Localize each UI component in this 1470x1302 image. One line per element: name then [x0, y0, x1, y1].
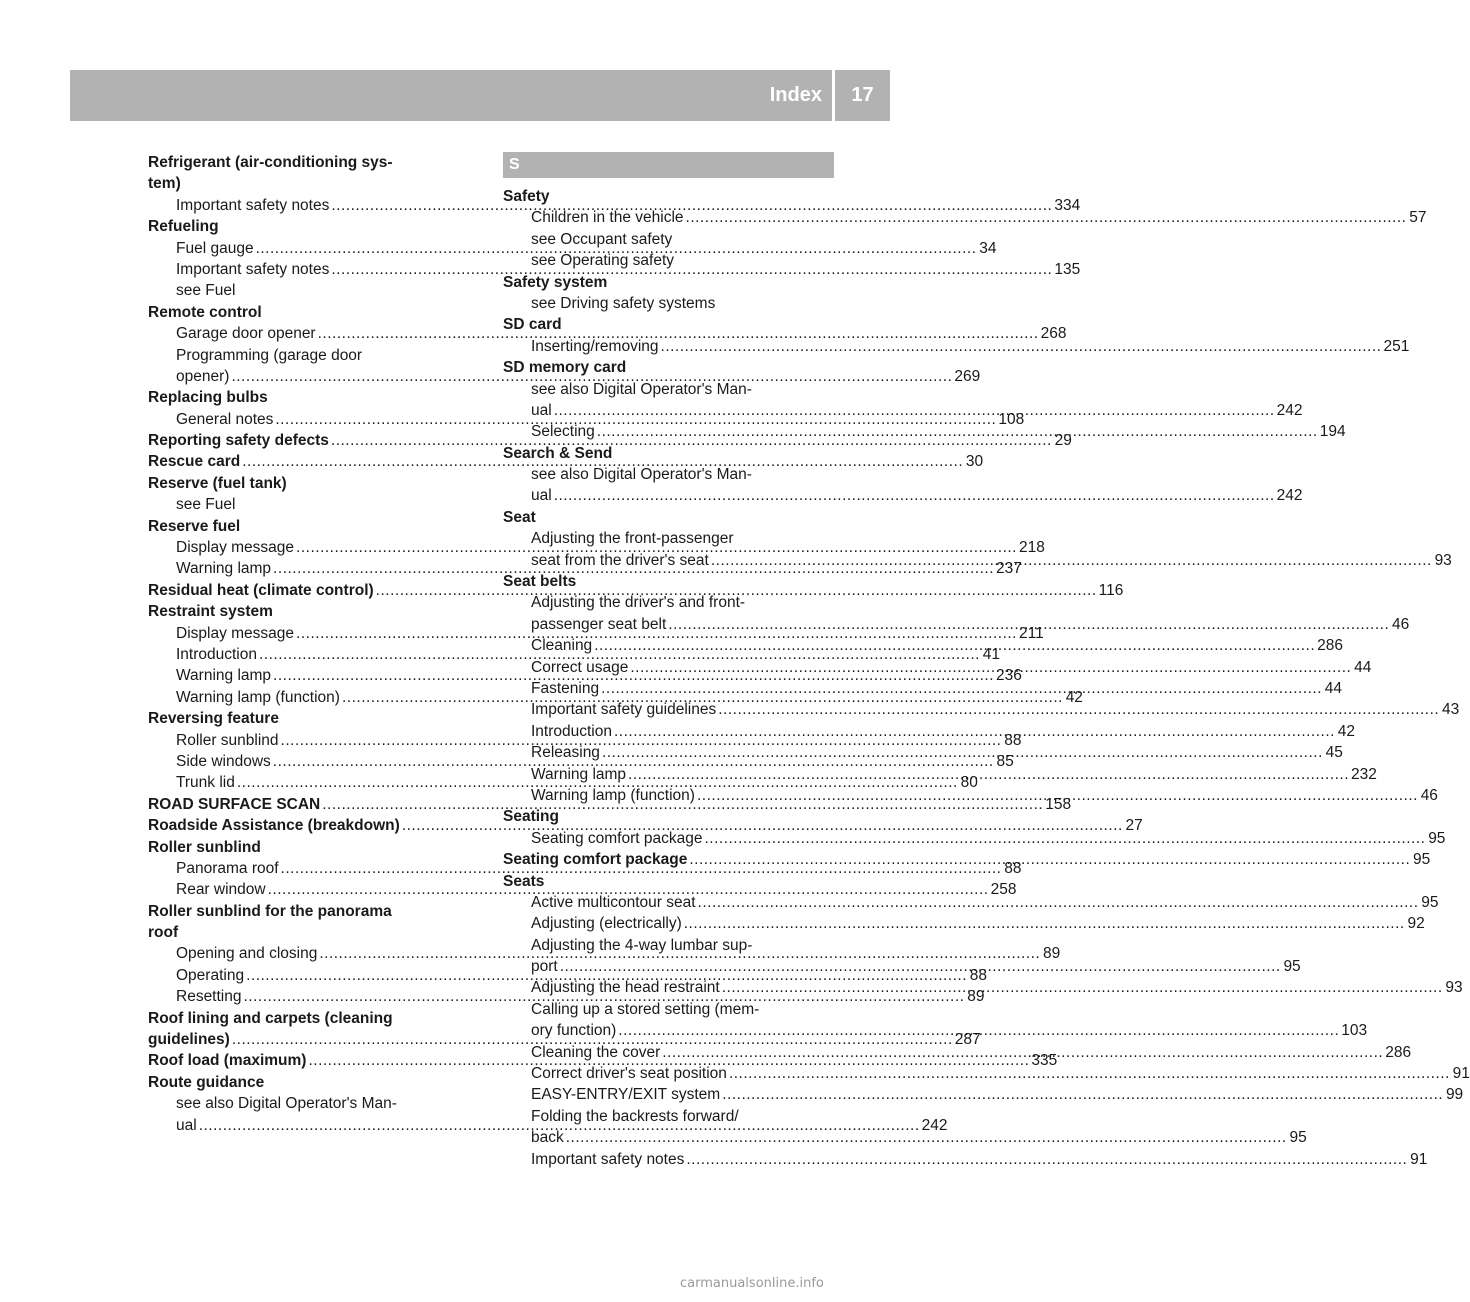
- page-ref: 334: [1054, 196, 1081, 214]
- dot-leader: [601, 678, 1322, 699]
- dot-leader: [684, 913, 1405, 934]
- index-entry: [148, 516, 479, 537]
- dot-leader: [594, 635, 1315, 656]
- page-ref: 242: [921, 1116, 948, 1134]
- entry-text: Seating comfort package: [531, 829, 703, 847]
- index-subentry: [503, 1149, 1428, 1170]
- entry-text: Residual heat (climate control): [148, 581, 374, 599]
- index-subentry: [503, 1063, 1470, 1084]
- page-ref: 91: [1452, 1065, 1470, 1083]
- entry-text: see Occupant safety: [531, 230, 673, 248]
- entry-text: passenger seat belt: [531, 615, 667, 633]
- page-ref: 57: [1409, 209, 1427, 227]
- index-subentry: [503, 935, 834, 956]
- dot-leader: [554, 400, 1275, 421]
- entry-text: Roof lining and carpets (cleaning: [148, 1009, 393, 1027]
- page-ref: 93: [1434, 551, 1452, 569]
- entry-text: Correct driver's seat position: [531, 1065, 727, 1083]
- entry-text: Garage door opener: [176, 325, 316, 343]
- index-entry: [503, 871, 834, 892]
- index-entry: [148, 708, 479, 729]
- entry-text: Refrigerant (air-conditioning sys-: [148, 154, 393, 171]
- index-subentry: [503, 485, 1303, 506]
- page-ref: 251: [1383, 337, 1410, 355]
- page-ref: 287: [954, 1031, 981, 1049]
- entry-text: Rear window: [176, 881, 266, 899]
- entry-text: Warning lamp: [531, 765, 627, 783]
- index-subentry: [148, 195, 1081, 216]
- entry-text: Refueling: [148, 218, 219, 236]
- entry-text: Introduction: [531, 722, 612, 740]
- dot-leader: [686, 207, 1407, 228]
- index-entry: [148, 302, 479, 323]
- index-subentry: [503, 1127, 1307, 1148]
- entry-text: Cleaning: [531, 637, 593, 655]
- entry-text: Search & Send: [503, 444, 613, 462]
- page-ref: 89: [1043, 945, 1061, 963]
- entry-text: Opening and closing: [176, 945, 318, 963]
- entry-text: Releasing: [531, 744, 600, 762]
- page-ref: 95: [1289, 1129, 1307, 1147]
- page-ref: 42: [1337, 722, 1355, 740]
- entry-text: Fastening: [531, 679, 600, 697]
- dot-leader: [630, 657, 1351, 678]
- index-subentry: [503, 207, 1427, 228]
- dot-leader: [711, 550, 1432, 571]
- entry-text: Seating: [503, 808, 559, 826]
- entry-text: Seats: [503, 872, 545, 890]
- index-subentry: [503, 828, 1446, 849]
- page-ref: 335: [1031, 1052, 1058, 1070]
- index-entry: [503, 186, 834, 207]
- index-subentry: [503, 999, 834, 1020]
- page-ref: 93: [1445, 979, 1463, 997]
- index-entry: [148, 387, 479, 408]
- page-ref: 44: [1324, 679, 1343, 697]
- page-ref: 92: [1407, 915, 1425, 933]
- page-ref: 237: [996, 560, 1022, 578]
- index-entry: [148, 216, 479, 237]
- index-subentry: [503, 1106, 834, 1127]
- entry-text: Warning lamp (function): [531, 786, 695, 804]
- index-entry: [148, 901, 479, 922]
- entry-text: Rescue card: [148, 453, 241, 471]
- page-ref: 27: [1125, 817, 1143, 835]
- entry-text: ROAD SURFACE SCAN: [148, 795, 321, 813]
- page-ref: 42: [1065, 688, 1083, 706]
- dot-leader: [628, 764, 1349, 785]
- dot-leader: [554, 485, 1275, 506]
- entry-text: Children in the vehicle: [531, 209, 684, 227]
- entry-text: Reserve (fuel tank): [148, 474, 287, 492]
- entry-text: Roof load (maximum): [148, 1052, 307, 1070]
- entry-text: Correct usage: [531, 658, 629, 676]
- entry-text: Active multicontour seat: [531, 893, 696, 911]
- page-ref: 194: [1319, 423, 1346, 441]
- entry-text: Seat belts: [503, 573, 577, 591]
- page-ref: 88: [969, 966, 988, 984]
- index-entry: [148, 601, 479, 622]
- entry-text: see Driving safety systems: [531, 294, 716, 312]
- page-ref: 89: [967, 988, 985, 1006]
- entry-text: Seating comfort package: [503, 851, 688, 869]
- entry-text: see also Digital Operator's Man-: [531, 380, 752, 398]
- index-subentry: [503, 464, 834, 485]
- page-ref: 135: [1054, 260, 1081, 278]
- dot-leader: [661, 336, 1382, 357]
- dot-leader: [602, 742, 1323, 763]
- page-ref: 242: [1276, 487, 1303, 505]
- entry-text: Operating: [176, 966, 245, 984]
- dot-leader: [718, 699, 1439, 720]
- index-entry: [148, 1008, 479, 1029]
- entry-text: Roller sunblind: [148, 838, 261, 856]
- index-entry: [503, 314, 834, 335]
- entry-text: Adjusting the head restraint: [531, 979, 720, 997]
- page-ref: 80: [960, 774, 978, 792]
- watermark: carmanualsonline.info: [680, 1276, 824, 1291]
- index-entry: [148, 173, 479, 194]
- entry-text: Resetting: [176, 988, 242, 1006]
- index-subentry: [148, 1093, 479, 1114]
- entry-text: Adjusting the front-passenger: [531, 530, 734, 548]
- entry-text: Introduction: [176, 645, 257, 663]
- entry-text: see also Digital Operator's Man-: [176, 1095, 397, 1113]
- page-ref: 116: [1098, 581, 1124, 599]
- entry-text: SD card: [503, 316, 562, 334]
- page-ref: 91: [1410, 1150, 1428, 1168]
- index-subentry: [503, 229, 834, 250]
- page-title: Index: [769, 84, 822, 106]
- index-subentry: [503, 1084, 1464, 1105]
- index-subentry: [503, 592, 834, 613]
- entry-text: Adjusting the 4-way lumbar sup-: [531, 936, 753, 954]
- page-ref: 242: [1276, 401, 1303, 419]
- index-entry: [148, 922, 479, 943]
- entry-text: Folding the backrests forward/: [531, 1107, 739, 1125]
- entry-text: EASY-ENTRY/EXIT system: [531, 1086, 721, 1104]
- entry-text: Important safety notes: [531, 1150, 685, 1168]
- entry-text: see also Digital Operator's Man-: [531, 466, 752, 484]
- entry-text: Programming (garage door: [176, 346, 363, 364]
- dot-leader: [697, 785, 1418, 806]
- index-subentry: [503, 336, 1410, 357]
- entry-text: roof: [148, 924, 179, 942]
- index-subentry: [148, 280, 479, 301]
- entry-text: Important safety guidelines: [531, 701, 717, 719]
- entry-text: General notes: [176, 410, 274, 428]
- entry-text: Important safety notes: [176, 196, 330, 214]
- index-subentry: [148, 494, 479, 515]
- dot-leader: [689, 849, 1410, 870]
- entry-text: opener): [176, 367, 230, 385]
- index-entry: [503, 357, 834, 378]
- entry-text: tem): [148, 175, 181, 193]
- page-ref: 286: [1317, 637, 1344, 655]
- page-ref: 41: [982, 645, 1000, 663]
- section-letter-bar: S: [503, 152, 834, 178]
- entry-text: SD memory card: [503, 359, 627, 377]
- index-entry: [148, 152, 479, 173]
- page-ref: 258: [990, 881, 1017, 899]
- index-entry: [503, 571, 834, 592]
- dot-leader: [614, 721, 1335, 742]
- entry-text: see Fuel: [176, 496, 236, 514]
- page-ref: 30: [965, 453, 984, 471]
- dot-leader: [566, 1127, 1287, 1148]
- page-ref: 34: [979, 239, 997, 257]
- index-entry: [503, 272, 834, 293]
- page-ref: 95: [1428, 829, 1446, 847]
- page-ref: 286: [1385, 1043, 1412, 1061]
- entry-text: Warning lamp: [176, 667, 272, 685]
- page-ref: 218: [1019, 539, 1045, 557]
- page-ref: 43: [1441, 701, 1460, 719]
- page-ref: 44: [1354, 658, 1372, 676]
- entry-text: Inserting/removing: [531, 337, 659, 355]
- page-ref: 45: [1325, 744, 1343, 762]
- index-entry: [148, 837, 479, 858]
- entry-text: Safety system: [503, 273, 608, 291]
- page-number: 17: [851, 84, 874, 106]
- index-subentry: [503, 293, 834, 314]
- index-subentry: [503, 528, 834, 549]
- index-entry: [503, 806, 834, 827]
- entry-text: back: [531, 1129, 564, 1147]
- dot-leader: [722, 1084, 1443, 1105]
- page-ref: 211: [1019, 624, 1044, 642]
- entry-text: Calling up a stored setting (mem-: [531, 1000, 760, 1018]
- entry-text: Fuel gauge: [176, 239, 254, 257]
- entry-text: Warning lamp: [176, 560, 272, 578]
- entry-text: Side windows: [176, 752, 271, 770]
- entry-text: seat from the driver's seat: [531, 551, 709, 569]
- dot-leader: [662, 1042, 1383, 1063]
- index-subentry: [503, 250, 834, 271]
- page-ref: 108: [998, 410, 1025, 428]
- entry-text: Warning lamp (function): [176, 688, 340, 706]
- dot-leader: [729, 1063, 1450, 1084]
- dot-leader: [686, 1149, 1407, 1170]
- page-ref: 46: [1420, 786, 1438, 804]
- page-ref: 268: [1040, 325, 1067, 343]
- dot-leader: [722, 977, 1443, 998]
- index-subentry: [148, 345, 479, 366]
- entry-text: Restraint system: [148, 603, 273, 621]
- page-ref: 95: [1283, 958, 1301, 976]
- page-ref: 95: [1413, 851, 1431, 869]
- index-entry: [148, 1072, 479, 1093]
- page-ref: 46: [1392, 615, 1410, 633]
- page-ref: 95: [1421, 893, 1439, 911]
- entry-text: port: [531, 958, 558, 976]
- dot-leader: [704, 828, 1425, 849]
- entry-text: Trunk lid: [176, 774, 235, 792]
- index-subentry: [503, 379, 834, 400]
- entry-text: Important safety notes: [176, 260, 330, 278]
- entry-text: Display message: [176, 624, 295, 642]
- entry-text: Remote control: [148, 303, 262, 321]
- page-ref: 103: [1341, 1022, 1368, 1040]
- page-ref: 85: [996, 752, 1014, 770]
- entry-text: Replacing bulbs: [148, 389, 268, 407]
- entry-text: Roller sunblind for the panorama: [148, 902, 392, 920]
- entry-text: Adjusting (electrically): [531, 915, 682, 933]
- entry-text: Panorama roof: [176, 859, 279, 877]
- entry-text: Selecting: [531, 423, 595, 441]
- dot-leader: [618, 1020, 1339, 1041]
- entry-text: Reporting safety defects: [148, 432, 329, 450]
- dot-leader: [668, 614, 1389, 635]
- entry-text: ual: [531, 487, 552, 505]
- entry-text: guidelines): [148, 1031, 230, 1049]
- index-entry: [503, 443, 834, 464]
- dot-leader: [560, 956, 1281, 977]
- dot-leader: [597, 421, 1318, 442]
- page-ref: 29: [1054, 432, 1072, 450]
- index-subentry: [503, 913, 1425, 934]
- entry-text: see Operating safety: [531, 252, 675, 270]
- page-ref: 232: [1351, 765, 1377, 783]
- entry-text: ory function): [531, 1022, 617, 1040]
- entry-text: Reversing feature: [148, 710, 279, 728]
- entry-text: Seat: [503, 508, 536, 526]
- entry-text: Cleaning the cover: [531, 1043, 661, 1061]
- page-ref: 88: [1004, 731, 1022, 749]
- page-ref: 236: [996, 667, 1022, 685]
- dot-leader: [698, 892, 1419, 913]
- entry-text: see Fuel: [176, 282, 236, 300]
- entry-text: Display message: [176, 539, 295, 557]
- index-entry: [148, 473, 479, 494]
- entry-text: Reserve fuel: [148, 517, 241, 535]
- entry-text: Safety: [503, 188, 550, 205]
- entry-text: Roller sunblind: [176, 731, 279, 749]
- page-ref: 88: [1004, 859, 1022, 877]
- index-subentry: [503, 892, 1439, 913]
- entry-text: ual: [531, 401, 552, 419]
- page-ref: 269: [954, 367, 981, 385]
- index-subentry: [503, 699, 1460, 720]
- page-ref: 158: [1045, 795, 1072, 813]
- entry-text: Adjusting the driver's and front-: [531, 594, 746, 612]
- page-ref: 99: [1445, 1086, 1464, 1104]
- entry-text: Roadside Assistance (breakdown): [148, 817, 400, 835]
- index-entry: [503, 507, 834, 528]
- entry-text: Route guidance: [148, 1073, 265, 1091]
- entry-text: ual: [176, 1116, 197, 1134]
